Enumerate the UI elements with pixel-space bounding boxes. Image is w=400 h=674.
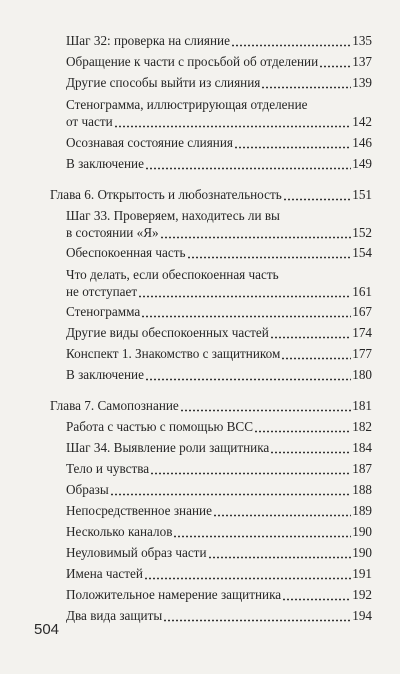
dot-leader bbox=[270, 324, 351, 341]
dot-leader bbox=[213, 502, 351, 519]
toc-entry-page: 139 bbox=[352, 75, 372, 90]
dot-leader bbox=[283, 186, 351, 203]
toc-entry-page: 174 bbox=[352, 325, 372, 340]
dot-leader bbox=[234, 134, 351, 151]
toc-entry-title: Два вида защиты bbox=[66, 608, 163, 623]
toc-entry-title: Другие способы выйти из слияния bbox=[66, 75, 261, 90]
dot-leader bbox=[150, 460, 351, 477]
toc-entry-page: 182 bbox=[352, 419, 372, 434]
dot-leader bbox=[281, 345, 351, 362]
toc-entry-title: Тело и чувства bbox=[66, 461, 150, 476]
dot-leader bbox=[110, 481, 351, 498]
dot-leader bbox=[270, 439, 351, 456]
toc-entry-title: Другие виды обеспокоенных частей bbox=[66, 325, 269, 340]
toc-entry-page: 189 bbox=[352, 503, 372, 518]
toc-entry-part-names bbox=[66, 565, 372, 582]
toc-entry-page: 151 bbox=[352, 187, 372, 202]
toc-entry-other-ways bbox=[66, 74, 372, 91]
toc-entry-what-to-do bbox=[66, 266, 372, 300]
toc-entry-step-34 bbox=[66, 439, 372, 456]
page-number: 504 bbox=[34, 621, 60, 638]
toc-entry-positive-intent bbox=[66, 586, 372, 603]
toc-entry-transcript bbox=[66, 303, 372, 320]
dot-leader bbox=[145, 155, 351, 172]
toc-entry-several-channels bbox=[66, 523, 372, 540]
toc-entry-title: Стенограмма bbox=[66, 304, 141, 319]
toc-entry-title: Непосредственное знание bbox=[66, 503, 212, 518]
toc-entry-page: 180 bbox=[352, 367, 372, 382]
toc-entry-title: В заключение bbox=[66, 367, 144, 382]
toc-entry-page: 161 bbox=[352, 284, 372, 299]
toc-entry-title: Глава 7. Самопознание bbox=[50, 398, 179, 413]
toc-entry-title: Положительное намерение защитника bbox=[66, 587, 282, 602]
toc-entry-page: 192 bbox=[352, 587, 372, 602]
toc-entry-page: 190 bbox=[352, 545, 372, 560]
dot-leader bbox=[261, 74, 351, 91]
dot-leader bbox=[160, 224, 352, 241]
toc-entry-title: в состоянии «Я» bbox=[66, 225, 159, 240]
toc-entry-title: Образы bbox=[66, 482, 109, 497]
toc-entry-transcript-separation bbox=[66, 96, 372, 130]
toc-entry-images bbox=[66, 481, 372, 498]
toc-entry-page: 190 bbox=[352, 524, 372, 539]
toc-entry-title: Шаг 34. Выявление роли защитника bbox=[66, 440, 270, 455]
toc-entry-page: 184 bbox=[352, 440, 372, 455]
toc-entry-awareness-blending bbox=[66, 134, 372, 151]
toc-entry-elusive-image bbox=[66, 544, 372, 561]
toc-entry-title: Глава 6. Открытость и любознательность bbox=[50, 187, 282, 202]
toc-entry-title-line1: Стенограмма, иллюстрирующая отделение bbox=[66, 97, 308, 112]
toc-entry-page: 194 bbox=[352, 608, 372, 623]
toc-entry-direct-knowing bbox=[66, 502, 372, 519]
dot-leader bbox=[282, 586, 351, 603]
toc-entry-title: от части bbox=[66, 114, 113, 129]
toc-entry-title: Обеспокоенная часть bbox=[66, 245, 186, 260]
toc-entry-page: 167 bbox=[352, 304, 372, 319]
toc-entry-page: 152 bbox=[352, 225, 372, 240]
toc-chapter-6 bbox=[50, 186, 372, 203]
toc-entry-title: Конспект 1. Знакомство с защитником bbox=[66, 346, 281, 361]
dot-leader bbox=[180, 397, 351, 414]
toc-entry-page: 177 bbox=[352, 346, 372, 361]
toc-entry-two-kinds-protection bbox=[66, 607, 372, 624]
toc-entry-title: Работа с частью с помощью ВСС bbox=[66, 419, 254, 434]
dot-leader bbox=[254, 418, 351, 435]
dot-leader bbox=[138, 283, 351, 300]
toc-entry-other-worried-parts bbox=[66, 324, 372, 341]
toc-entry-title: В заключение bbox=[66, 156, 144, 171]
toc-entry-title: Осознавая состояние слияния bbox=[66, 135, 233, 150]
toc-entry-page: 154 bbox=[352, 245, 372, 260]
toc-entry-title: Неуловимый образ части bbox=[66, 545, 207, 560]
toc-entry-title: Несколько каналов bbox=[66, 524, 173, 539]
toc-entry-title: Имена частей bbox=[66, 566, 143, 581]
toc-entry-title: Обращение к части с просьбой об отделении bbox=[66, 54, 319, 69]
toc-entry-page: 188 bbox=[352, 482, 372, 497]
toc-entry-page: 146 bbox=[352, 135, 372, 150]
toc-entry-page: 137 bbox=[352, 54, 372, 69]
toc-chapter-7 bbox=[50, 397, 372, 414]
toc-entry-step-33 bbox=[66, 207, 372, 241]
toc-entry-title-line1: Что делать, если обеспокоенная часть bbox=[66, 267, 279, 282]
dot-leader bbox=[141, 303, 351, 320]
toc-entry-conclusion-ch6 bbox=[66, 366, 372, 383]
toc-entry-body-feelings bbox=[66, 460, 372, 477]
toc-entry-page: 181 bbox=[352, 398, 372, 413]
toc-entry-page: 191 bbox=[352, 566, 372, 581]
toc-entry-separation-request bbox=[66, 53, 372, 70]
toc-entry-summary-1 bbox=[66, 345, 372, 362]
toc-entry-page: 135 bbox=[352, 33, 372, 48]
toc-entry-page: 149 bbox=[352, 156, 372, 171]
toc-entry-title: не отступает bbox=[66, 284, 138, 299]
dot-leader bbox=[208, 544, 352, 561]
dot-leader bbox=[114, 113, 352, 130]
toc-entry-title-line1: Шаг 33. Проверяем, находитесь ли вы bbox=[66, 208, 280, 223]
toc-entry-page: 142 bbox=[352, 114, 372, 129]
dot-leader bbox=[163, 607, 351, 624]
toc-entry-title: Шаг 32: проверка на слияние bbox=[66, 33, 230, 48]
toc-entry-working-with-part bbox=[66, 418, 372, 435]
dot-leader bbox=[231, 32, 351, 49]
toc-entry-conclusion-ch5 bbox=[66, 155, 372, 172]
dot-leader bbox=[187, 244, 352, 261]
toc-entry-step-32 bbox=[66, 32, 372, 49]
toc-entry-worried-part bbox=[66, 244, 372, 261]
toc-entry-page: 187 bbox=[352, 461, 372, 476]
dot-leader bbox=[173, 523, 351, 540]
dot-leader bbox=[319, 53, 351, 70]
dot-leader bbox=[144, 565, 351, 582]
dot-leader bbox=[145, 366, 351, 383]
